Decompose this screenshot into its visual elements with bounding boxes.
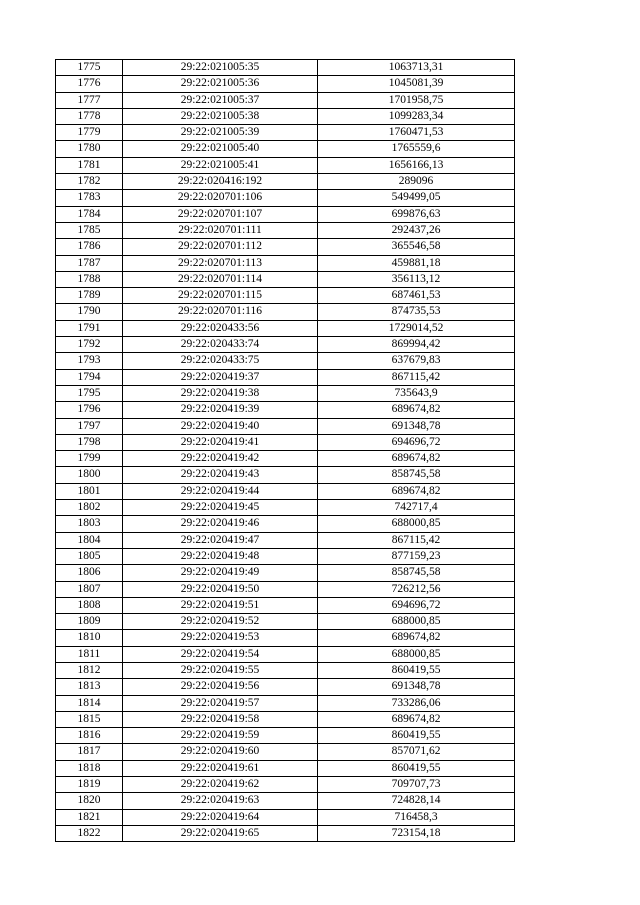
row-number-cell: 1796 [56, 402, 123, 418]
row-number-cell: 1803 [56, 516, 123, 532]
row-number-cell: 1794 [56, 369, 123, 385]
table-row [56, 385, 515, 401]
value-cell: 1701958,75 [318, 92, 515, 108]
value-cell: 1099283,34 [318, 108, 515, 124]
value-cell: 860419,55 [318, 662, 515, 678]
value-cell: 687461,53 [318, 288, 515, 304]
table-row [56, 500, 515, 516]
row-number-cell: 1784 [56, 206, 123, 222]
cadastral-number-cell: 29:22:021005:39 [123, 125, 318, 141]
table-row [56, 695, 515, 711]
row-number-cell: 1790 [56, 304, 123, 320]
cadastral-number-cell: 29:22:020419:58 [123, 711, 318, 727]
table-row [56, 320, 515, 336]
row-number-cell: 1810 [56, 630, 123, 646]
table-row [56, 288, 515, 304]
table-row [56, 662, 515, 678]
table-row [56, 255, 515, 271]
table-row [56, 483, 515, 499]
cadastral-number-cell: 29:22:020419:51 [123, 597, 318, 613]
value-cell: 1729014,52 [318, 320, 515, 336]
value-cell: 877159,23 [318, 548, 515, 564]
row-number-cell: 1818 [56, 760, 123, 776]
row-number-cell: 1814 [56, 695, 123, 711]
cadastral-number-cell: 29:22:020433:75 [123, 353, 318, 369]
value-cell: 869994,42 [318, 337, 515, 353]
row-number-cell: 1806 [56, 565, 123, 581]
table-row [56, 548, 515, 564]
table-row [56, 418, 515, 434]
cadastral-number-cell: 29:22:020419:44 [123, 483, 318, 499]
table-row [56, 793, 515, 809]
cadastral-number-cell: 29:22:020416:192 [123, 174, 318, 190]
cadastral-number-cell: 29:22:020701:114 [123, 271, 318, 287]
table-row [56, 92, 515, 108]
cadastral-number-cell: 29:22:021005:41 [123, 157, 318, 173]
cadastral-number-cell: 29:22:020419:65 [123, 825, 318, 841]
row-number-cell: 1785 [56, 222, 123, 238]
cadastral-number-cell: 29:22:020419:37 [123, 369, 318, 385]
value-cell: 689674,82 [318, 711, 515, 727]
row-number-cell: 1816 [56, 728, 123, 744]
row-number-cell: 1809 [56, 614, 123, 630]
table-row [56, 679, 515, 695]
value-cell: 289096 [318, 174, 515, 190]
value-cell: 867115,42 [318, 369, 515, 385]
table-row [56, 353, 515, 369]
table-row [56, 809, 515, 825]
value-cell: 689674,82 [318, 402, 515, 418]
table-row [56, 728, 515, 744]
cadastral-number-cell: 29:22:021005:40 [123, 141, 318, 157]
row-number-cell: 1821 [56, 809, 123, 825]
value-cell: 1063713,31 [318, 60, 515, 76]
cadastral-number-cell: 29:22:021005:35 [123, 60, 318, 76]
row-number-cell: 1782 [56, 174, 123, 190]
table-row [56, 451, 515, 467]
table-row [56, 222, 515, 238]
table-row [56, 108, 515, 124]
cadastral-number-cell: 29:22:020419:40 [123, 418, 318, 434]
table-row [56, 369, 515, 385]
row-number-cell: 1807 [56, 581, 123, 597]
value-cell: 716458,3 [318, 809, 515, 825]
table-row [56, 60, 515, 76]
value-cell: 860419,55 [318, 760, 515, 776]
row-number-cell: 1775 [56, 60, 123, 76]
row-number-cell: 1813 [56, 679, 123, 695]
row-number-cell: 1791 [56, 320, 123, 336]
cadastral-number-cell: 29:22:020419:61 [123, 760, 318, 776]
value-cell: 857071,62 [318, 744, 515, 760]
value-cell: 726212,56 [318, 581, 515, 597]
row-number-cell: 1783 [56, 190, 123, 206]
value-cell: 733286,06 [318, 695, 515, 711]
row-number-cell: 1820 [56, 793, 123, 809]
value-cell: 689674,82 [318, 483, 515, 499]
value-cell: 688000,85 [318, 516, 515, 532]
row-number-cell: 1798 [56, 434, 123, 450]
cadastral-number-cell: 29:22:020701:112 [123, 239, 318, 255]
cadastral-number-cell: 29:22:020701:113 [123, 255, 318, 271]
table-row [56, 76, 515, 92]
row-number-cell: 1781 [56, 157, 123, 173]
row-number-cell: 1817 [56, 744, 123, 760]
cadastral-number-cell: 29:22:020701:116 [123, 304, 318, 320]
cadastral-number-cell: 29:22:021005:36 [123, 76, 318, 92]
cadastral-number-cell: 29:22:020419:45 [123, 500, 318, 516]
row-number-cell: 1808 [56, 597, 123, 613]
cadastral-number-cell: 29:22:020419:52 [123, 614, 318, 630]
table-row [56, 777, 515, 793]
value-cell: 691348,78 [318, 418, 515, 434]
row-number-cell: 1792 [56, 337, 123, 353]
cadastral-number-cell: 29:22:020419:63 [123, 793, 318, 809]
row-number-cell: 1789 [56, 288, 123, 304]
table-row [56, 565, 515, 581]
cadastral-number-cell: 29:22:020419:39 [123, 402, 318, 418]
table-row [56, 190, 515, 206]
row-number-cell: 1811 [56, 646, 123, 662]
value-cell: 637679,83 [318, 353, 515, 369]
value-cell: 365546,58 [318, 239, 515, 255]
value-cell: 356113,12 [318, 271, 515, 287]
row-number-cell: 1805 [56, 548, 123, 564]
value-cell: 694696,72 [318, 597, 515, 613]
row-number-cell: 1788 [56, 271, 123, 287]
value-cell: 1765559,6 [318, 141, 515, 157]
table-row [56, 157, 515, 173]
row-number-cell: 1800 [56, 467, 123, 483]
table-row [56, 760, 515, 776]
cadastral-number-cell: 29:22:020419:42 [123, 451, 318, 467]
table-row [56, 271, 515, 287]
row-number-cell: 1815 [56, 711, 123, 727]
row-number-cell: 1797 [56, 418, 123, 434]
cadastral-number-cell: 29:22:020419:62 [123, 777, 318, 793]
cadastral-number-cell: 29:22:020419:53 [123, 630, 318, 646]
value-cell: 1760471,53 [318, 125, 515, 141]
row-number-cell: 1801 [56, 483, 123, 499]
table-row [56, 467, 515, 483]
row-number-cell: 1799 [56, 451, 123, 467]
cadastral-number-cell: 29:22:020419:47 [123, 532, 318, 548]
cadastral-number-cell: 29:22:021005:37 [123, 92, 318, 108]
value-cell: 709707,73 [318, 777, 515, 793]
row-number-cell: 1777 [56, 92, 123, 108]
value-cell: 742717,4 [318, 500, 515, 516]
cadastral-number-cell: 29:22:020419:38 [123, 385, 318, 401]
table-row [56, 825, 515, 841]
cadastral-number-cell: 29:22:020701:107 [123, 206, 318, 222]
value-cell: 860419,55 [318, 728, 515, 744]
row-number-cell: 1780 [56, 141, 123, 157]
row-number-cell: 1822 [56, 825, 123, 841]
value-cell: 691348,78 [318, 679, 515, 695]
table-row [56, 125, 515, 141]
cadastral-number-cell: 29:22:020419:59 [123, 728, 318, 744]
row-number-cell: 1787 [56, 255, 123, 271]
value-cell: 688000,85 [318, 614, 515, 630]
table-row [56, 239, 515, 255]
table-row [56, 174, 515, 190]
cadastral-number-cell: 29:22:020419:55 [123, 662, 318, 678]
cadastral-number-cell: 29:22:020419:64 [123, 809, 318, 825]
cadastral-number-cell: 29:22:020419:48 [123, 548, 318, 564]
row-number-cell: 1812 [56, 662, 123, 678]
cadastral-number-cell: 29:22:020419:57 [123, 695, 318, 711]
table-row [56, 597, 515, 613]
table-row [56, 516, 515, 532]
table-row [56, 646, 515, 662]
value-cell: 858745,58 [318, 467, 515, 483]
value-cell: 699876,63 [318, 206, 515, 222]
value-cell: 688000,85 [318, 646, 515, 662]
table-row [56, 614, 515, 630]
cadastral-number-cell: 29:22:020433:56 [123, 320, 318, 336]
cadastral-number-cell: 29:22:020419:56 [123, 679, 318, 695]
table-row [56, 532, 515, 548]
row-number-cell: 1793 [56, 353, 123, 369]
cadastral-value-table [55, 59, 515, 842]
value-cell: 1045081,39 [318, 76, 515, 92]
cadastral-number-cell: 29:22:020419:54 [123, 646, 318, 662]
row-number-cell: 1776 [56, 76, 123, 92]
table-row [56, 337, 515, 353]
row-number-cell: 1778 [56, 108, 123, 124]
cadastral-number-cell: 29:22:021005:38 [123, 108, 318, 124]
row-number-cell: 1786 [56, 239, 123, 255]
table-row [56, 744, 515, 760]
table-row [56, 581, 515, 597]
cadastral-number-cell: 29:22:020419:41 [123, 434, 318, 450]
value-cell: 459881,18 [318, 255, 515, 271]
table-row [56, 304, 515, 320]
value-cell: 549499,05 [318, 190, 515, 206]
value-cell: 292437,26 [318, 222, 515, 238]
value-cell: 724828,14 [318, 793, 515, 809]
table-row [56, 434, 515, 450]
row-number-cell: 1819 [56, 777, 123, 793]
value-cell: 689674,82 [318, 630, 515, 646]
value-cell: 689674,82 [318, 451, 515, 467]
cadastral-number-cell: 29:22:020701:106 [123, 190, 318, 206]
value-cell: 874735,53 [318, 304, 515, 320]
value-cell: 867115,42 [318, 532, 515, 548]
row-number-cell: 1804 [56, 532, 123, 548]
cadastral-number-cell: 29:22:020433:74 [123, 337, 318, 353]
value-cell: 858745,58 [318, 565, 515, 581]
cadastral-number-cell: 29:22:020419:49 [123, 565, 318, 581]
cadastral-number-cell: 29:22:020419:46 [123, 516, 318, 532]
cadastral-number-cell: 29:22:020701:111 [123, 222, 318, 238]
value-cell: 735643,9 [318, 385, 515, 401]
table-row [56, 630, 515, 646]
row-number-cell: 1802 [56, 500, 123, 516]
cadastral-number-cell: 29:22:020419:50 [123, 581, 318, 597]
value-cell: 1656166,13 [318, 157, 515, 173]
table-row [56, 711, 515, 727]
value-cell: 694696,72 [318, 434, 515, 450]
table-body [56, 60, 515, 842]
cadastral-number-cell: 29:22:020419:43 [123, 467, 318, 483]
value-cell: 723154,18 [318, 825, 515, 841]
table-row [56, 402, 515, 418]
row-number-cell: 1795 [56, 385, 123, 401]
cadastral-number-cell: 29:22:020701:115 [123, 288, 318, 304]
table-row [56, 206, 515, 222]
cadastral-number-cell: 29:22:020419:60 [123, 744, 318, 760]
row-number-cell: 1779 [56, 125, 123, 141]
table-row [56, 141, 515, 157]
